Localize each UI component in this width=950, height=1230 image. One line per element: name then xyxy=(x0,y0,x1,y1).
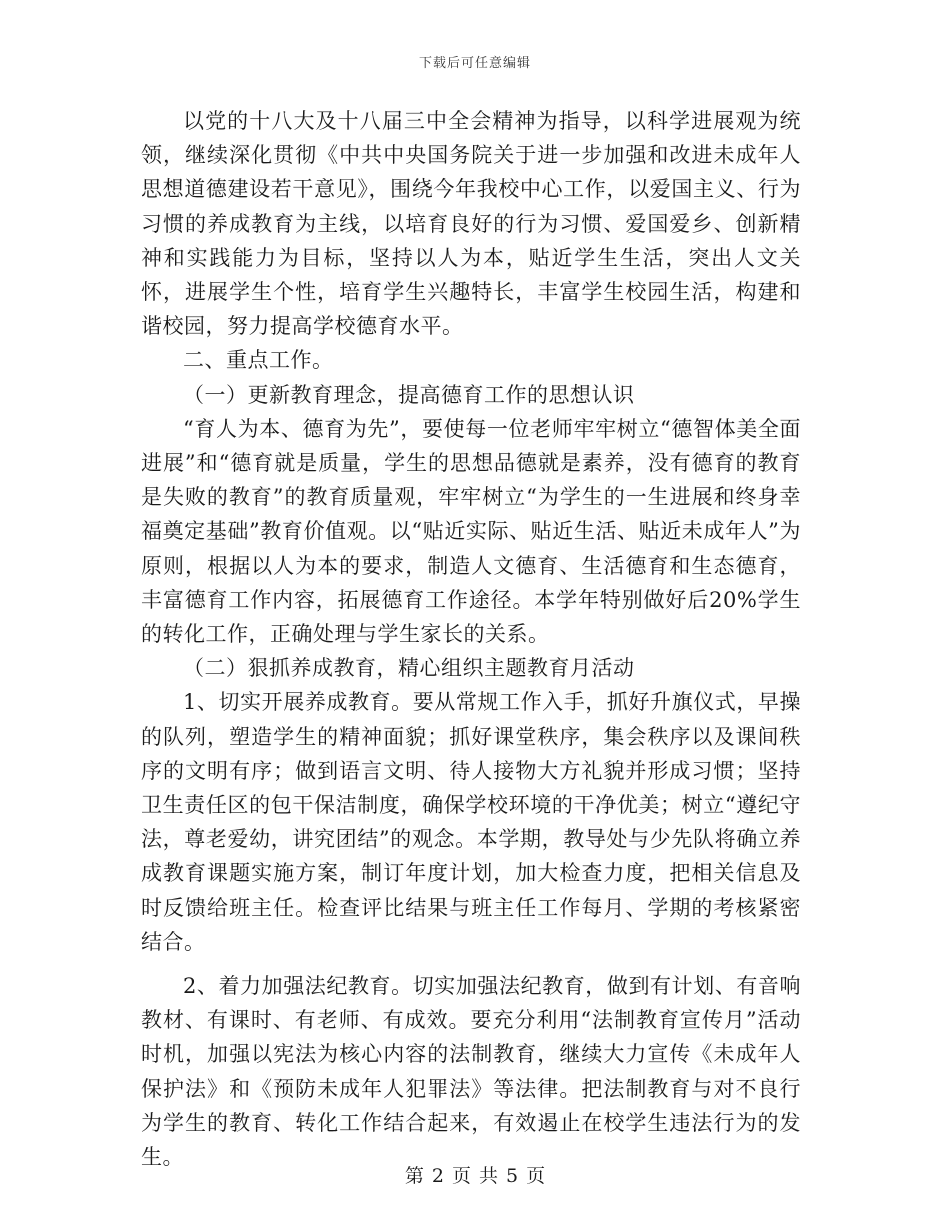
document-body xyxy=(141,104,801,1174)
footer-total-pages: 5 xyxy=(506,1165,519,1187)
paragraph-education-concept: “育人为本、德育为先”，要使每一位老师牢牢树立“德智体美全面进展”和“德育就是质量，学生的思想品德就是素养，没有德育的教育是失败的教育”的教育质量观，牢牢树立“为学生的一生进展和终身幸福奠定基础”教育价值观。以“贴近实际、贴近生活、贴近未成年人”为原则，根据以人为本的要求，制造人文德育、生活德育和生态德育，丰富德育工作内容，拓展德育工作途径。本学年特别做好后20%学生的转化工作，正确处理与学生家长的关系。 xyxy=(141,416,801,647)
footer-page-label: 页 xyxy=(451,1165,471,1187)
paragraph-habit-education: 1、切实开展养成教育。要从常规工作入手，抓好升旗仪式，早操的队列，塑造学生的精神面貌；抓好课堂秩序，集会秩序以及课间秩序的文明有序；做到语言文明、待人接物大方礼貌并形成习惯；坚持卫生责任区的包干保洁制度，确保学校环境的干净优美；树立“遵纪守法，尊老爱幼，讲究团结”的观念。本学期，教导处与少先队将确立养成教育课题实施方案，制订年度计划，加大检查力度，把相关信息及时反馈给班主任。检查评比结果与班主任工作每月、学期的考核紧密结合。 xyxy=(141,690,801,954)
footer-prefix: 第 xyxy=(404,1165,424,1187)
footer-current-page: 2 xyxy=(431,1165,444,1187)
paragraph-legal-education: 2、着力加强法纪教育。切实加强法纪教育，做到有计划、有音响教材、有课时、有老师、有成效。要充分利用“法制教育宣传月”活动时机，加强以宪法为核心内容的法制教育，继续大力宣传《未成年人保护法》和《预防未成年人犯罪法》等法律。把法制教育与对不良行为学生的教育、转化工作结合起来，有效遏止在校学生违法行为的发生。 xyxy=(141,974,801,1170)
page-footer xyxy=(0,1161,950,1188)
subsection-heading-2: （二）狠抓养成教育，精心组织主题教育月活动 xyxy=(183,656,635,681)
header-note: 下载后可任意编辑 xyxy=(418,56,531,71)
subsection-heading-1: （一）更新教育理念，提高德育工作的思想认识 xyxy=(183,382,635,407)
footer-total-label: 共 xyxy=(479,1165,499,1187)
section-heading-key-work: 二、重点工作。 xyxy=(183,348,334,373)
footer-suffix: 页 xyxy=(526,1165,546,1187)
paragraph-guiding-ideology: 以党的十八大及十八届三中全会精神为指导，以科学进展观为统领，继续深化贯彻《中共中央国务院关于进一步加强和改进未成年人思想道德建设若干意见》，围绕今年我校中心工作，以爱国主义、行为习惯的养成教育为主线，以培育良好的行为习惯、爱国爱乡、创新精神和实践能力为目标，坚持以人为本，贴近学生生活，突出人文关怀，进展学生个性，培育学生兴趣特长，丰富学生校园生活，构建和谐校园，努力提高学校德育水平。 xyxy=(141,109,801,339)
